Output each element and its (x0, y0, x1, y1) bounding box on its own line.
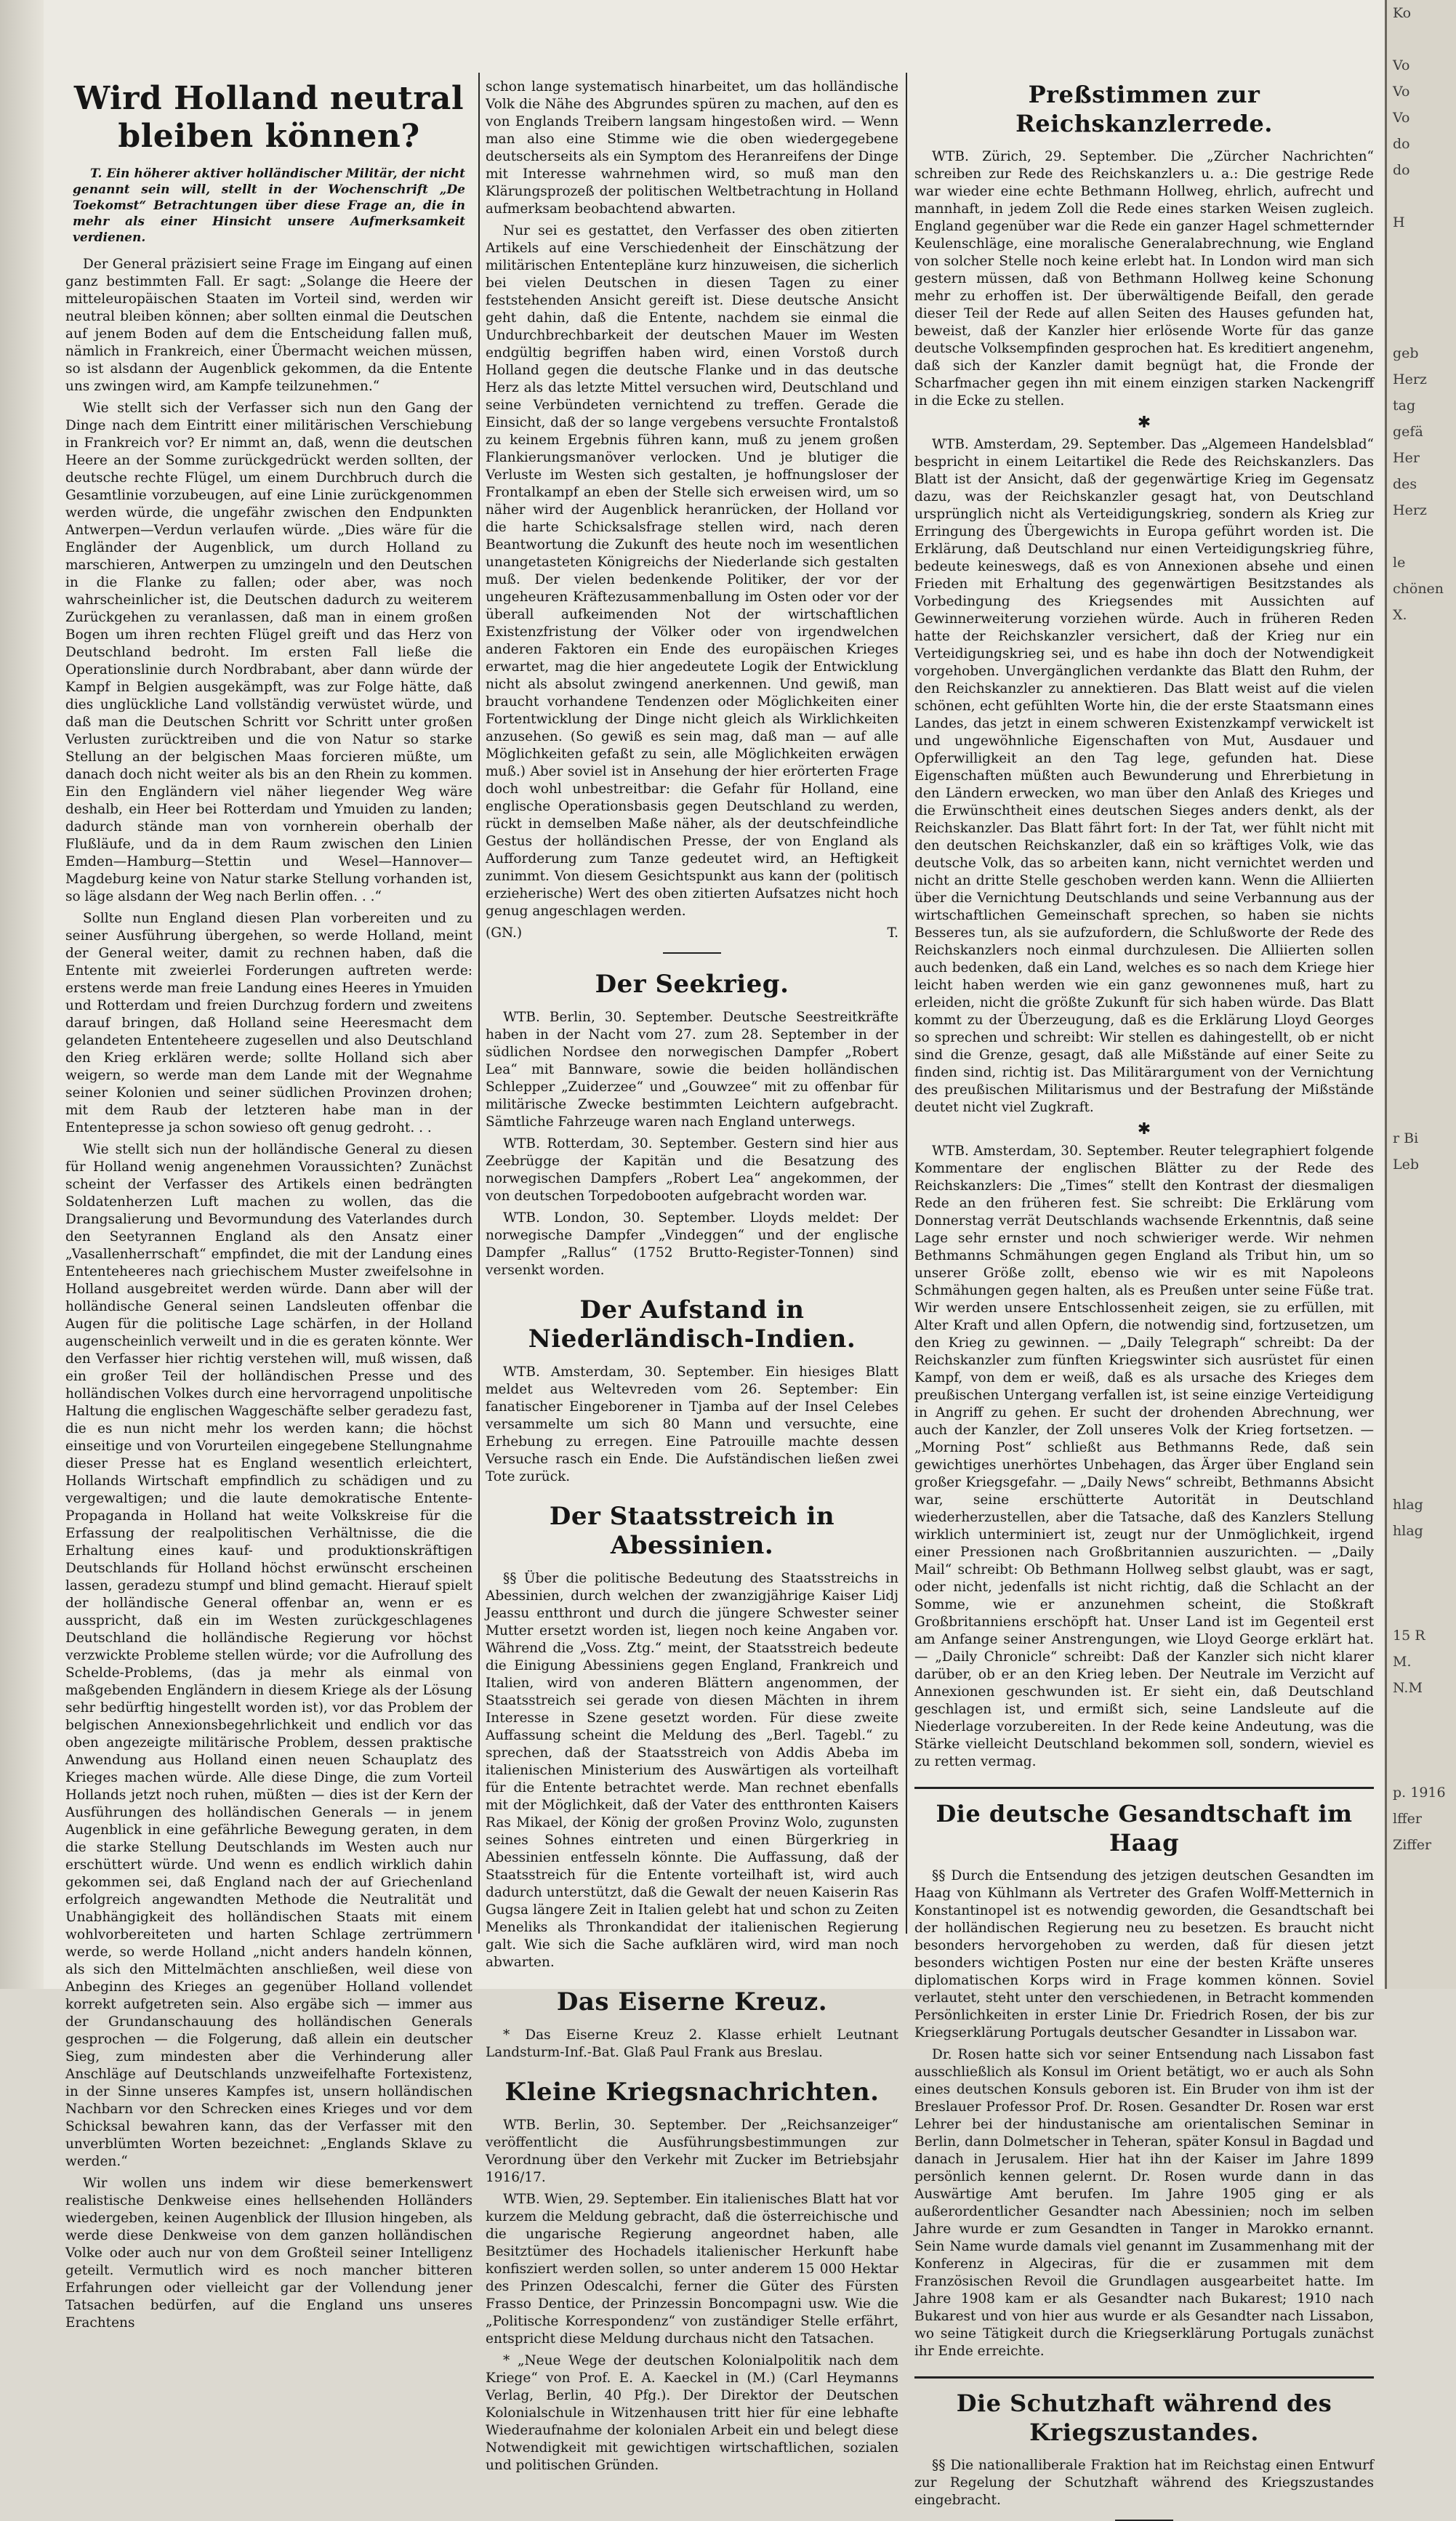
margin-fragment (1387, 916, 1456, 942)
article-paragraph: Sollte nun England diesen Plan vorbereiten und zu seiner Ausführung übergehen, so werde Holland, meint der General weiter, damit zu rechnen haben, daß die Entente mit zweierlei Forderungen auftreten werde: erstens werde man freie Landung eines Heeres in Ymuiden und Rotterdam und freien Durchzug fordern und zweitens darauf bringen, daß Holland seine Heeresmacht dem gelandeten Ententeheere zugesellen und also Deutschland den Krieg erklären werde; sollte Holland sich aber weigern, so werde man dem Lande mit der Wegnahme seiner Kolonien und seiner südlichen Provinzen drohen; mit dem Raub der letzteren habe man in der Ententepresse ja schon sowieso oft genug gedroht. . . (65, 911, 472, 1135)
margin-fragment (1387, 628, 1456, 654)
margin-fragment (1387, 1413, 1456, 1439)
margin-fragment: do (1393, 136, 1410, 152)
divider (663, 952, 721, 954)
margin-fragment: tag (1393, 398, 1416, 414)
news-item: WTB. Amsterdam, 30. September. Ein hiesiges Blatt meldet aus Weltevreden vom 26. September: Ein fanatischer Eingeborener in Tjamba auf der Insel Celebes versammelte um sich 80 Mann und versuchte, eine Erhebung zu erregen. Eine Patrouille machte dessen Versuche rasch ein Ende. Die Aufständischen ließen zwei Tote zurück. (486, 1364, 898, 1484)
margin-fragment (1387, 262, 1456, 288)
left-page-margin (0, 0, 44, 1989)
margin-fragment: Ziffer (1393, 1837, 1432, 1853)
signature-left: (GN.) (486, 925, 523, 941)
margin-fragment (1387, 1570, 1456, 1596)
column-3 (914, 80, 1374, 2508)
margin-fragment (1387, 890, 1456, 916)
margin-fragment (1387, 314, 1456, 340)
margin-fragment: Her (1393, 450, 1420, 466)
article-title-aufstand: Der Aufstand in Niederländisch-Indien. (528, 1295, 856, 1354)
article-title-presse: Preßstimmen zur Reichskanzlerrede. (1015, 81, 1273, 137)
margin-fragment: lffer (1393, 1811, 1422, 1827)
margin-fragment (1387, 811, 1456, 837)
margin-fragment (1387, 1465, 1456, 1492)
margin-fragment: Herz (1393, 502, 1427, 518)
margin-fragment (1387, 968, 1456, 994)
article-paragraph: Nur sei es gestattet, den Verfasser des oben zitierten Artikels auf eine Verschiedenheit der Einschätzung der militärischen Ententepläne kurz hinzuweisen, die sicherlich bei vielen Deutschen in diesen Tagen zu einer feststehenden Ansicht gereift ist. Diese deutsche Ansicht geht dahin, daß die Entente, nachdem sie einmal die Undurchbrechbarkeit der deutschen Mauer im Westen endgültig begriffen haben wird, einen Vorstoß durch Holland gegen die deutsche Flanke und in das deutsche Herz als das letzte Mittel versuchen wird, Deutschland und seine Verbündeten vernichtend zu treffen. Gerade die Einsicht, daß der so lange vergebens versuchte Frontalstoß zu keinem Ergebnis führen kann, muß zu jenem großen Flankierungsmanöver verlocken. Und je blutiger die Verluste im Westen sich gestalten, je hoffnungsloser der Frontalkampf an eben der Stelle sich erweisen wird, um so näher wird der Augenblick heranrücken, der Holland vor die harte Schicksalsfrage stellen wird, nach deren Beantwortung die Zukunft des heute noch im wesentlichen unangetasteten Königreichs der Niederlande sich gestalten muß. Der vielen bedenkende Politiker, der vor der ungeheuren Kräftezusammenballung im Osten oder vor der überall aufkeimenden Not der wirtschaftlichen Existenzfristung der Völker oder von irgendwelchen anderen Faktoren ein Ende des europäischen Krieges erwartet, mag die hier angedeutete Logik der Entwicklung nicht als absolut zwingend anerkennen. Und gewiß, man braucht vorhandene Tendenzen oder Möglichkeiten einer Fortentwicklung der Dinge nicht gleich als Wirklichkeiten anzusehen. (So gewiß es sein mag, daß man — auf alle Möglichkeiten gefaßt zu sein, alle Möglichkeiten erwägen muß.) Aber soviel ist in Ansehung der hier erörterten Frage doch wohl unbestreitbar: die Gefahr für Holland, eine englische Operationsbasis gegen Deutschland zu werden, rückt in demselben Maße näher, als der deutschfeindliche Gestus der holländischen Presse, der von England als Aufforderung zum Tanze gedeutet wird, an Heftigkeit zunimmt. Von diesem Gesichtspunkt aus kann der (politisch erzieherische) Wert des oben zitierten Aufsatzes nicht hoch genug angeschlagen werden. (486, 223, 898, 919)
margin-fragment (1387, 994, 1456, 1021)
margin-fragment (1387, 1204, 1456, 1230)
margin-fragment (1387, 680, 1456, 707)
article-paragraph: Der General präzisiert seine Frage im Eingang auf einen ganz bestimmten Fall. Er sagt: „Solange die Heere der mitteleuropäischen Staaten im Vorteil sind, werden wir neutral bleiben können; aber sollten einmal die Deutschen auf jenem Boden auf dem die Entscheidung fallen muß, nämlich in Frankreich, einer Übermacht weichen müssen, so ist alsdann der Augenblick gekommen, da die Entente uns zwingen wird, am Kampfe teilzunehmen.“ (65, 257, 472, 394)
margin-fragment (1387, 1753, 1456, 1780)
news-item: * „Neue Wege der deutschen Kolonialpolitik nach dem Kriege“ von Prof. E. A. Kaeckel in (M.) (Carl Heymanns Verlag, Berlin, 40 Pfg.). Der Direktor der Deutschen Kolonialschule in Witzenhausen tritt hier für eine lebhafte Wiederaufnahme der kolonialen Arbeit ein und belegt diese Notwendigkeit mit gewichtigen wirtschaftlichen, sozialen und politischen Gründen. (486, 2353, 898, 2473)
margin-fragment: hlag (1393, 1523, 1423, 1539)
adjacent-page-edge (1385, 0, 1456, 1989)
article-title-kleine: Kleine Kriegsnachrichten. (504, 2078, 880, 2107)
margin-fragment: Leb (1393, 1157, 1420, 1173)
article-lead: T. Ein höherer aktiver holländischer Militär, der nicht genannt sein will, stellt in der Wochenschrift „De Toekomst“ Betrachtungen über diese Frage an, die in mehr als einer Hinsicht unsere Aufmerksamkeit verdienen. (73, 166, 465, 245)
news-item: WTB. Berlin, 30. September. Deutsche Seestreitkräfte haben in der Nacht vom 27. zum 28. September in der südlichen Nordsee den norwegischen Dampfer „Robert Lea“ mit Bannware, sowie die beiden holländischen Schlepper „Zuiderzee“ und „Gouwzee“ mit zu offenbar für militärische Zwecke bestimmten Leichtern aufgebracht. Sämtliche Fahrzeuge waren nach England unterwegs. (486, 1010, 898, 1130)
margin-fragment (1387, 26, 1456, 52)
margin-fragment (1387, 1308, 1456, 1335)
margin-fragment (1387, 236, 1456, 262)
margin-fragment (1387, 523, 1456, 550)
news-item: §§ Die nationalliberale Fraktion hat im Reichstag einen Entwurf zur Regelung der Schutzhaft während des Kriegszustandes eingebracht. (914, 2458, 1374, 2508)
margin-fragment (1387, 1701, 1456, 1727)
margin-fragment (1387, 1361, 1456, 1387)
column-1 (65, 80, 472, 2331)
column-2 (486, 79, 898, 2473)
margin-fragment (1387, 864, 1456, 890)
margin-fragment (1387, 1073, 1456, 1099)
margin-fragment: p. 1916 (1393, 1785, 1446, 1801)
margin-fragment: Ko (1393, 5, 1412, 21)
margin-fragment: le (1393, 555, 1406, 571)
margin-fragment: r Bi (1393, 1130, 1419, 1146)
margin-fragment (1387, 707, 1456, 733)
margin-fragment: Vo (1393, 57, 1410, 73)
margin-fragment (1387, 654, 1456, 680)
margin-fragment (1387, 785, 1456, 811)
news-item: WTB. Rotterdam, 30. September. Gestern sind hier aus Zeebrügge der Kapitän und die Besatzung des norwegischen Dampfers „Robert Lea“ angekommen, der von deutschen Torpedobooten aufgebracht worden war. (486, 1136, 898, 1204)
news-item: WTB. Amsterdam, 29. September. Das „Algemeen Handelsblad“ bespricht in einem Leitartikel die Rede des Reichskanzlers. Das Blatt ist der Ansicht, daß der gegenwärtige Krieg im Gegensatz dazu, was der Reichskanzler gesagt hat, von Deutschland ursprünglich nicht als Verteidigungskrieg, sondern als Krieg zur Erringung des Übergewichts in Europa geführt worden ist. Die Erklärung, daß Deutschland nur einen Verteidigungskrieg führe, bedeute keineswegs, daß es von Annexionen absehe und einen Frieden mit Erhaltung des gegenwärtigen Besitzstandes als Vorbedingung des Kriegsendes mit Aussichten auf Gewinnerweiterung vorziehen würde. Auch in früheren Reden hatte der Reichskanzler versichert, daß der Krieg nur ein Verteidigungskrieg sei, und es habe ihn doch der Notwendigkeit vorgehoben. Unvergänglichen verdankte das Blatt den Ruhm, der den Reichskanzler zu annektieren. Das Blatt weist auf die vielen schönen, echt gefühlten Worte hin, die der erste Staatsmann eines Landes, das jetzt in einem schweren Existenzkampf verwickelt ist und ungewöhnliche Eigenschaften von Mut, Ausdauer und Opferwilligkeit an den Tag lege, gefunden hat. Diese Eigenschaften müßten auch Bewunderung und Ehrerbietung in den Ländern erwecken, wo man über den Anlaß des Krieges und die Erwünschtheit eines deutschen Sieges anders denkt, als der Reichskanzler. Das Blatt fährt fort: In der Tat, wer fühlt nicht mit den deutschen Reichskanzler, daß ein so kräftiges Volk, wie das deutsche Volk, das so arbeiten kann, nicht vernichtet werden und nicht an dritte Stelle geschoben werden kann. Wenn die Alliierten über die Vernichtung Deutschlands und seine Verbannung aus der wirtschaftlichen Gemeinschaft sprechen, so haben sie nichts Besseres tun, als sie aufzufordern, die Schlußworte der Rede des Reichskanzlers noch einmal durchzulesen. Die Alliierten sollen auch bedenken, daß ein Land, welches es so nach dem Kriege hier leicht haben werden wie ein ganz gewonnenes muß, hart zu erleiden, nicht die größte Zukunft für sich haben würde. Das Blatt kommt zu der Überzeugung, daß es die Erklärung Lloyd Georges so sprechen und schreibt: Wir stellen es dahingestellt, ob er nicht sind die Grenze, gesagt, daß alle Mißstände auf einer Seite zu finden sind, richtig ist. Das Militärargument von der Vernichtung des preußischen Militarismus und der Bestrafung der Mißstände deutet nicht viel Zugkraft. (914, 437, 1374, 1115)
margin-fragment (1387, 1282, 1456, 1308)
news-item: WTB. Amsterdam, 30. September. Reuter telegraphiert folgende Kommentare der englischen Blätter zu der Rede des Reichskanzlers: Die „Times“ stellt den Kontrast der diesmaligen Rede an den früheren fest. Sie schreibt: Die Erklärung vom Donnerstag verrät Deutschlands wachsende Erkenntnis, daß seine Lage sehr ernster und noch schwieriger werde. Wir nehmen Bethmanns Schmähungen gegen England als Tribut hin, um so unserer Größe zollt, ebenso wie wir es mit Napoleons Schmähungen gegen halten, als es Preußen unter seine Füße trat. Wir werden unsere Entschlossenheit zeigen, sie zu erfüllen, mit Alter Kraft und allen Opfern, die notwendig sind, fortzusetzen, um den Krieg zu gewinnen. — „Daily Telegraph“ schreibt: Da der Reichskanzler zum fünften Kriegswinter sich ausrüstet für einen Kampf, von dem er weiß, daß es als ursache des Krieges dem preußischen Untergang verfallen ist, ist seine einzige Verteidigung in Angriff zu gehen. Er sucht der drohenden Abrechnung, wer auch der Kanzler, der Zoll unseres Volk der Krieg fortsetzen. — „Morning Post“ schließt aus Bethmanns Rede, daß sein gewichtiges unerhörtes Unbehagen, das Ärger über England sein großer Kriegsgefahr. — „Daily News“ schreibt, Bethmanns Absicht war, seine erschütterte Autorität in Deutschland wiederherzustellen, aber die Tatsache, daß des Kanzlers Stellung wirklich unterminiert ist, zeugt nur der Unmöglichkeit, irgend einer Pressionen nach Großbritannien auszurichten. — „Daily Mail“ schreibt: Ob Bethmann Hollweg selbst glaubt, was er sagt, oder nicht, jedenfalls ist nicht richtig, daß die Schlacht an der Somme, wie er anzunehmen scheint, die Stoßkraft Großbritanniens erschöpft hat. Unser Land ist im Gegenteil erst am Anfange seiner Anstrengungen, wie Lloyd George erklärt hat. — „Daily Chronicle“ schreibt: Daß der Kanzler sich nicht klarer darüber, ob er an den Krieg leben. Der Neutrale im Verzicht auf Annexionen geschwunden ist. Er sieht ein, daß Deutschland geschlagen ist, und ermißt sich, seine Landsleute auf die Niederlage vorzubereiten. In der Rede keine Andeutung, was die Stärke vielleicht Deutschland bekommen soll, sondern, wieviel es zu retten vermag. (914, 1143, 1374, 1769)
margin-fragment (1387, 733, 1456, 759)
news-item: WTB. London, 30. September. Lloyds meldet: Der norwegische Dampfer „Vindeggen“ und der englische Dampfer „Rallus“ (1752 Brutto-Register-Tonnen) sind versenkt worden. (486, 1210, 898, 1278)
margin-fragment (1387, 1544, 1456, 1570)
margin-fragment (1387, 1021, 1456, 1047)
news-item: WTB. Berlin, 30. September. Der „Reichsanzeiger“ veröffentlicht die Ausführungsbestimmungen zur Verordnung über den Verkehr mit Zucker im Betriebsjahr 1916/17. (486, 2118, 898, 2185)
margin-fragment (1387, 1727, 1456, 1753)
margin-fragment: M. (1393, 1654, 1412, 1670)
signature-right: T. (887, 925, 898, 941)
article-signature (486, 925, 898, 942)
margin-fragment: des (1393, 476, 1417, 492)
margin-fragment: chönen (1393, 581, 1444, 597)
margin-fragment (1387, 183, 1456, 209)
margin-fragment (1387, 1387, 1456, 1413)
margin-fragment (1387, 1099, 1456, 1125)
news-item: §§ Durch die Entsendung des jetzigen deutschen Gesandten im Haag von Kühlmann als Vertreter des Grafen Wolff-Metternich in Konstantinopel ist es notwendig geworden, die Gesandtschaft bei der holländischen Regierung neu zu besetzen. Es braucht nicht besonders hervorgehoben zu werden, daß für diesen jetzt besonders wichtigen Posten nur eine der besten Kräfte unseres diplomatischen Korps wird in Frage kommen können. Soviel verlautet, steht unter den verschiedenen, in Betracht kommenden Persönlichkeiten in erster Linie Dr. Friedrich Rosen, der bis zur Kriegserklärung Portugals deutscher Gesandter in Lissabon war. (914, 1868, 1374, 2040)
margin-fragment (1387, 1335, 1456, 1361)
asterisk-separator: ✱ (1137, 414, 1151, 432)
margin-fragment (1387, 1047, 1456, 1073)
margin-fragment: gefä (1393, 424, 1423, 440)
asterisk-separator: ✱ (1137, 1120, 1151, 1138)
margin-fragment (1387, 1858, 1456, 1884)
column-rule (478, 73, 480, 1934)
margin-fragment: do (1393, 162, 1410, 178)
article-paragraph: Wie stellt sich der Verfasser sich nun den Gang der Dinge nach dem Eintritt einer militärischen Verschiebung in Frankreich vor? Er nimmt an, daß, wenn die deutschen Heere an der Somme zurückgedrückt werden sollten, der deutsche rechte Flügel, um einem Durchbruch durch die Gesamtlinie vorzubeugen, auf eine Linie zurückgenommen werden würde, die ungefähr zwischen den Endpunkten Antwerpen—Verdun verlaufen würde. „Dies wäre für die Engländer der Augenblick, um durch Holland zu marschieren, Antwerpen zu umzingeln und den Deutschen in die Flanke zu fallen; oder aber, was noch wahrscheinlicher ist, die Deutschen dadurch zu weiterem Zurückgehen zu veranlassen, daß man in einem großen Bogen um ihren rechten Flügel greift und das Herz von Deutschland bedroht. Im ersten Fall ließe die Operationslinie durch Nordbrabant, aber dann würde der Kampf in Belgien ausgekämpft, was zur Folge hätte, daß dies unglückliche Land vollständig verwüstet würde, und daß man die Deutschen Schritt vor Schritt unter großen Verlusten zurücktreiben und die von Natur so starke Stellung an der belgischen Maas forcieren müßte, um danach doch nicht weiter als bis an den Rhein zu kommen. Ein den Engländern viel näher liegender Weg wäre deshalb, ein Heer bei Rotterdam und Ymuiden zu landen; dadurch stände man von vornherein oberhalb der Flußläufe, und da in dem Raum zwischen den Linien Emden—Hamburg—Stettin und Wesel—Hannover—Magdeburg keine von Natur starke Stellung vorhanden ist, so läge alsdann der Weg nach Berlin offen. . .“ (65, 401, 472, 904)
article-title-kreuz: Das Eiserne Kreuz. (556, 1987, 828, 2017)
margin-fragment (1387, 759, 1456, 785)
margin-fragment: geb (1393, 345, 1419, 361)
margin-fragment: Vo (1393, 110, 1410, 126)
news-item: WTB. Zürich, 29. September. Die „Zürcher Nachrichten“ schreiben zur Rede des Reichskanzlers u. a.: Die gestrige Rede war wieder eine echte Bethmann Hollweg, ehrlich, aufrecht und mannhaft, in jedem Zoll die Rede eines starken Weisen zugleich. England gegenüber war die Rede ein ganzer Hagel schmetternder Keulenschläge, eine moralische Generalabrechnung, wie England von solcher Stelle noch keine erlebt hat. In London wird man sich gestern müssen, daß von Bethmann Hollweg keine Schonung mehr zu erhoffen ist. Der überwältigende Beifall, den gerade dieser Teil der Rede auf allen Seiten des Hauses gefunden hat, beweist, daß der Kanzler hier erlösende Worte für das ganze deutsche Volksempfinden gesprochen hat. Es kreditiert angenehm, daß sich der Kanzler damit begnügt hat, die Fronde der Scharfmacher gegen ihn mit einem einzigen starken Nackengriff in die Ecke zu stellen. (914, 149, 1374, 409)
article-paragraph: schon lange systematisch hinarbeitet, um das holländische Volk die Nähe des Abgrundes spüren zu machen, auf den es von Englands Treibern langsam hingestoßen wird. — Wenn man also eine Stimme wie die oben wiedergegebene deutscherseits als ein Symptom des Heranreifens der Dinge mit Interesse wahrnehmen wird, so muß man den Klärungsprozeß der politischen Weltbetrachtung in Holland aufmerksam beobachtend abwarten. (486, 79, 898, 217)
column-rule (906, 73, 907, 1934)
news-item: §§ Über die politische Bedeutung des Staatsstreichs in Abessinien, durch welchen der zwanzigjährige Kaiser Lidj Jeassu entthront und durch die jüngere Schwester seiner Mutter ersetzt worden ist, liegen noch keine Angaben vor. Während die „Voss. Ztg.“ meint, der Staatsstreich bedeute die Einigung Abessiniens gegen England, Frankreich und Italien, wird von anderen Blättern angenommen, der Staatsstreich sei gerade von diesen Mächten in ihrem Interesse in Szene gesetzt worden. Für diese zweite Auffassung scheint die Meldung des „Berl. Tagebl.“ zu sprechen, daß der Staatsstreich von Addis Abeba im italienischen Ministerium des Auswärtigen als vorteilhaft für die Entente betrachtet werde. Man rechnet ebenfalls mit der Möglichkeit, daß der Vater des entthronten Kaisers Ras Mikael, der König der großen Provinz Wolo, zugunsten seines Sohnes eintreten und einen Bürgerkrieg in Abessinien entfesseln könnte. Die Auffassung, daß der Staatsstreich für die Entente vorteilhaft ist, wird auch dadurch unterstützt, daß die Gewalt der neuen Kaiserin Ras Gugsa längere Zeit in Italien gelebt hat und schon zu Zeiten Meneliks als Thronkandidat der italienischen Regierung galt. Wie sich die Sache aufklären wird, wird man noch abwarten. (486, 1571, 898, 1970)
news-item: Dr. Rosen hatte sich vor seiner Entsendung nach Lissabon fast ausschließlich als Konsul im Orient betätigt, wo er auch als Sohn eines deutschen Konsuls geboren ist. Ein Bruder von ihm ist der Breslauer Professor Prof. Dr. Rosen. Gesandter Dr. Rosen war erst Lehrer bei der hindustanische am orientalischen Seminar in Berlin, dann Dolmetscher in Teheran, später Konsul in Bagdad und danach in Jerusalem. Hier hat ihn der Kaiser im Jahre 1899 persönlich kennen gelernt. Dr. Rosen wurde dann in das Auswärtige Amt berufen. Im Jahre 1905 ging er als außerordentlicher Gesandter nach Abessinien; noch im selben Jahre wurde er zum Gesandten in Tanger in Marokko ernannt. Sein Name wurde damals viel genannt im Zusammenhang mit der Konferenz in Algeciras, für die er zusammen mit dem Französischen Revoil die Grundlagen ausgearbeitet hatte. Im Jahre 1908 kam er als Gesandter nach Bukarest; 1910 nach Bukarest und von hier aus wurde er als Gesandter nach Lissabon, wo seine Tätigkeit durch die Kriegserklärung Portugals zunächst ihr Ende erreichte. (914, 2047, 1374, 2359)
margin-fragment: N.M (1393, 1680, 1423, 1696)
margin-fragment (1387, 1256, 1456, 1282)
margin-fragment (1387, 837, 1456, 864)
article-paragraph: Wie stellt sich nun der holländische General zu diesen für Holland wenig angenehmen Voraussichten? Zunächst scheint der Verfasser des Artikels einen bedrängten Soldatenherzen Luft machen zu wollen, das die Drangsalierung und Bevormundung des Vaterlandes durch den Seetyrannen England als den Ansatz einer „Vasallenherrschaft“ empfindet, die mit der Landung eines Ententeheeres nach griechischem Muster zweifelsohne in Holland ausgebreitet werden würde. Dann aber will der holländische General seinen Landsleuten offenbar die Augen für die politische Lage schärfen, in der Holland augenscheinlich verweilt und in die es geraten könnte. Wer den Verfasser hier richtig verstehen will, muß wissen, daß ein großer Teil der holländischen Presse und des holländischen Volkes durch eine hervorragend unpolitische Haltung die englischen Waggeschäfte selber geradezu fast, die es nun nicht mehr los werden kann; die höchst einseitige und von Vorurteilen eingegebene Stellungnahme dieser Presse hat es England wesentlich erleichtert, Hollands Wirtschaft empfindlich zu schädigen und zu vergewaltigen; und die laute demokratische Entente-Propaganda in Holland hat weite Volkskreise für die Erfassung der realpolitischen Verhältnisse, die die Erhaltung eines kauf- und produktionskräftigen Deutschlands für Holland höchst erwünscht erscheinen lassen, geradezu stumpf und blind gemacht. Hierauf spielt der holländische General offenbar an, wenn er es ausspricht, daß ein im Westen zurückgeschlagenes Deutschland die holländische Regierung vor höchst verzwickte Probleme stellen würde; vor die Aufrollung des Schelde-Problems, (das ja mehr als einmal von maßgebenden Engländern in diesem Kriege als der Lösung sehr bedürftig hingestellt worden ist), vor das Problem der belgischen Annexionsbegehrlichkeit und endlich vor das oben angezeigte militärische Problem, dessen praktische Anwendung aus Holland einen neuen Schauplatz des Krieges machen würde. Alle diese Dinge, die zum Vorteil Hollands jetzt noch ruhen, müßten — dies ist der Kern der Ausführungen des holländischen Generals — in jenem Augenblick in eine gefährliche Bewegung geraten, in dem die starke Stellung Deutschlands im Westen auch nur erschüttert würde. Und wenn es endlich wirklich dahin gekommen sei, daß England nach der auf Griechenland erfolgreich angewandten Methode die Neutralität und Unabhängigkeit des holländischen Staats mit einem wohlvorbereiteten und harten Schlage zertrümmern werde, so werde Holland „nicht anders handeln können, als sich den Mittelmächten anschließen, weil diese von Anbeginn des Krieges an gegenüber Holland vollendet korrekt aufgetreten sein. Also ergäbe sich — immer aus der Grundanschauung des holländischen Generals gesprochen — die Folgerung, daß allein ein deutscher Sieg, zum mindesten aber die Verhinderung aller Anschläge auf Deutschlands unzweifelhafte Fortexistenz, in der Sinne unseres Kampfes ist, unsern holländischen Nachbarn vor den Schrecken eines Krieges und vor dem Schicksal bewahren kann, das der Verfasser mit den unverblümten Worten bezeichnet: „Englands Sklave zu werden.“ (65, 1142, 472, 2169)
margin-fragment: X. (1393, 607, 1407, 623)
margin-fragment: 15 R (1393, 1628, 1425, 1644)
margin-fragment (1387, 1230, 1456, 1256)
margin-fragment (1387, 1178, 1456, 1204)
article-paragraph: Wir wollen uns indem wir diese bemerkenswert realistische Denkweise eines hellsehenden Holländers wiedergeben, keinen Augenblick der Illusion hingeben, als werde diese Denkweise von dem ganzen holländischen Volke oder auch nur von dem Großteil seiner Intelligenz geteilt. Vermutlich wird es noch mancher bitteren Erfahrungen oder vielleicht gar der Vollendung jener Tatsachen bedürfen, auf die England uns unseres Erachtens (65, 2176, 472, 2331)
margin-fragment (1387, 288, 1456, 314)
article-title-holland: Wird Holland neutral bleiben können? (73, 80, 464, 155)
margin-fragment: Vo (1393, 84, 1410, 100)
margin-fragment: Herz (1393, 371, 1427, 387)
article-title-gesandtschaft: Die deutsche Gesandtschaft im Haag (914, 1787, 1374, 1857)
margin-fragment (1387, 942, 1456, 968)
news-item: WTB. Wien, 29. September. Ein italienisches Blatt hat vor kurzem die Meldung gebracht, daß die österreichische und die ungarische Regierung angeordnet haben, alle Besitztümer des Hochadels italienischer Herkunft habe konfisziert werden sollen, so unter anderem 15 000 Hektar des Prinzen Odescalchi, ferner die Güter des Fürsten Frasso Dentice, der Prinzessin Boncompagni usw. Wie die „Politische Korrespondenz“ von zuständiger Stelle erfährt, entspricht diese Meldung durchaus nicht den Tatsachen. (486, 2192, 898, 2347)
article-title-schutzhaft: Die Schutzhaft während des Kriegszustandes. (914, 2376, 1374, 2447)
news-item: * Das Eiserne Kreuz 2. Klasse erhielt Leutnant Landsturm-Inf.-Bat. Glaß Paul Frank aus Breslau. (486, 2027, 898, 2060)
margin-fragment (1387, 1439, 1456, 1465)
margin-fragments (1387, 0, 1456, 1884)
article-title-abessinien: Der Staatsstreich in Abessinien. (549, 1502, 835, 1560)
margin-fragment: H (1393, 214, 1405, 230)
article-title-seekrieg: Der Seekrieg. (595, 970, 789, 999)
margin-fragment: hlag (1393, 1497, 1423, 1513)
margin-fragment (1387, 1596, 1456, 1623)
